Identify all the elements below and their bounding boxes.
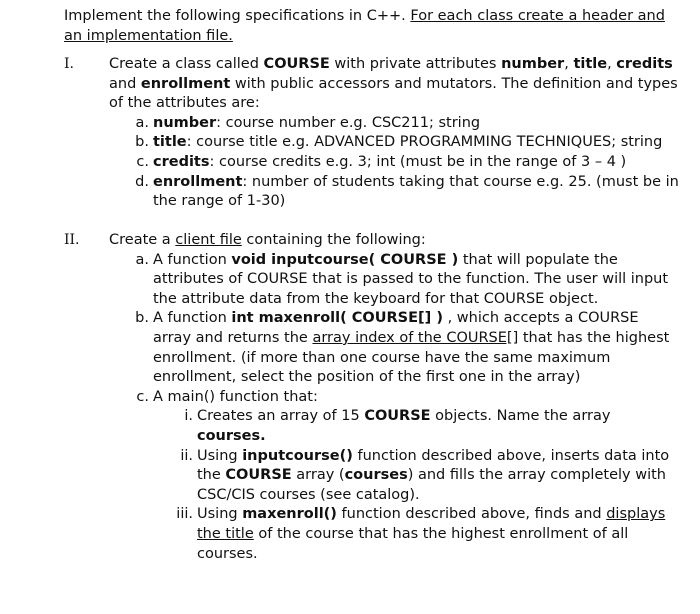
intro-paragraph: [64, 7, 684, 46]
section-2-body: [109, 231, 679, 564]
intro-underlined-text: For each class create a header and an implementation file.: [64, 8, 665, 44]
section-numeral-2: II.: [64, 232, 80, 248]
class-name: COURSE: [263, 56, 330, 72]
attribute-item-enrollment: d. enrollment: number of students taking that course e.g. 25. (must be in the range of 1-30): [135, 173, 679, 210]
main-step-ii: ii. Using inputcourse() function described above, inserts data into the COURSE array (courses) and fills the array completely with CSC/CIS courses (see catalog).: [180, 447, 670, 503]
attribute-item-title: b. title: course title e.g. ADVANCED PROGRAMMING TECHNIQUES; string: [135, 134, 663, 151]
function-item-inputcourse: a. A function void inputcourse( COURSE ) that will populate the attributes of COURSE that is passed to the function. The user will input the attribute data from the keyboard for that COURSE object.: [135, 251, 669, 307]
section-1-lead: Create a class called COURSE with private attributes number, title, credits and enrollment with public accessors and mutators. The definition and types of the attributes are:: [109, 56, 678, 112]
attribute-item-number: a. number: course number e.g. CSC211; string: [135, 114, 481, 131]
main-step-i: i. Creates an array of 15 COURSE objects. Name the array courses.: [184, 408, 611, 444]
intro-text: Implement the following specifications in C++.: [64, 8, 411, 24]
section-1-body: [109, 55, 679, 212]
function-item-maxenroll: b. A function int maxenroll( COURSE[] ) , which accepts a COURSE array and returns the array index of the COURSE[] that has the highest enrollment. (if more than one course have the same maximum enrollment, select the position of the first one in the array): [135, 310, 670, 386]
function-item-main: c. A main() function that:: [136, 388, 318, 405]
section-numeral-1: I.: [64, 56, 74, 72]
main-step-iii: iii. Using maxenroll() function described above, finds and displays the title of the course that has the highest enrollment of all courses.: [176, 506, 666, 562]
section-2-lead: Create a client file containing the following:: [109, 232, 426, 248]
attribute-item-credits: c. credits: course credits e.g. 3; int (must be in the range of 3 – 4 ): [136, 153, 627, 170]
